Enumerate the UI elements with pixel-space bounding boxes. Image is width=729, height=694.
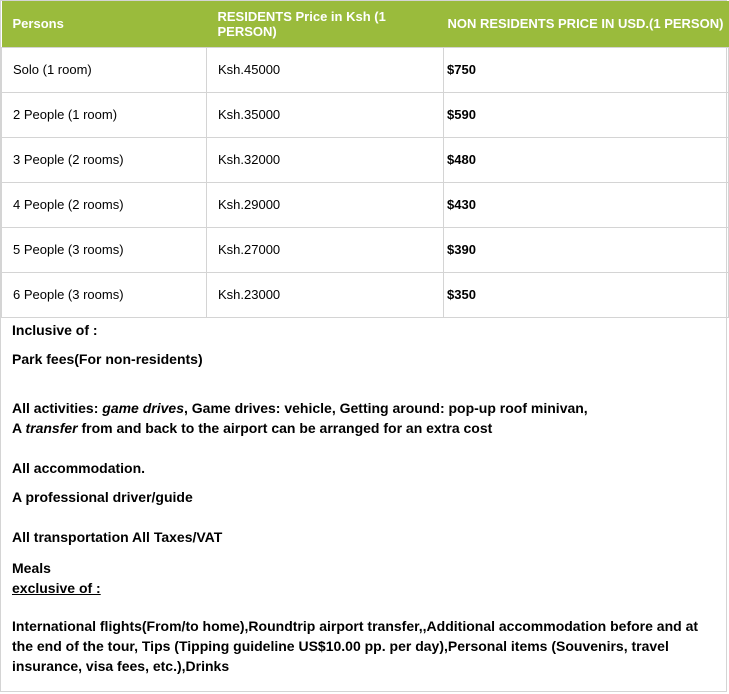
ksh-price-cell: Ksh.27000	[207, 227, 444, 272]
table-row	[2, 272, 729, 317]
transport-text: All transportation All Taxes/VAT	[12, 528, 223, 545]
ksh-price-cell: Ksh.35000	[207, 92, 444, 137]
transfer-prefix: A	[12, 419, 26, 436]
usd-price-cell: $480	[444, 137, 729, 182]
inclusive-heading: Inclusive of :	[12, 321, 98, 338]
accommodation-text: All accommodation.	[12, 459, 146, 476]
ksh-price-cell: Ksh.32000	[207, 137, 444, 182]
header-persons: Persons	[2, 1, 207, 47]
pricing-table	[1, 1, 729, 318]
activities-prefix: All activities:	[12, 399, 103, 416]
table-header-row	[2, 1, 729, 47]
ksh-price-cell: Ksh.29000	[207, 182, 444, 227]
persons-cell: 4 People (2 rooms)	[2, 182, 207, 227]
table-row	[2, 182, 729, 227]
usd-price-cell: $350	[444, 272, 729, 317]
transfer-emphasis: transfer	[25, 419, 78, 436]
table-row	[2, 47, 729, 92]
header-residents-price: RESIDENTS Price in Ksh (1 PERSON)	[207, 1, 444, 47]
usd-price-cell: $430	[444, 182, 729, 227]
driver-text: A professional driver/guide	[12, 488, 193, 505]
table-row	[2, 92, 729, 137]
activities-rest: , Game drives: vehicle, Getting around: pop-up roof minivan,	[183, 399, 588, 416]
header-non-residents-price: NON RESIDENTS PRICE IN USD.(1 PERSON)	[444, 1, 729, 47]
ksh-price-cell: Ksh.45000	[207, 47, 444, 92]
table-row	[2, 227, 729, 272]
package-notes	[1, 318, 726, 676]
activities-text	[12, 398, 726, 418]
transfer-rest: from and back to the airport can be arranged for an extra cost	[77, 419, 493, 436]
park-fees-text: Park fees(For non-residents)	[12, 350, 203, 367]
exclusions-text: International flights(From/to home),Roundtrip airport transfer,,Additional accommodation before and at the end of the tour, Tips (Tipping guideline US$10.00 pp. per day),Personal items (Souvenirs, travel insurance, visa fees, etc.),Drinks	[12, 617, 699, 674]
usd-price-cell: $390	[444, 227, 729, 272]
transfer-text	[12, 418, 726, 438]
meals-text: Meals	[12, 559, 51, 576]
exclusive-heading: exclusive of :	[12, 579, 101, 596]
persons-cell: 5 People (3 rooms)	[2, 227, 207, 272]
persons-cell: 2 People (1 room)	[2, 92, 207, 137]
ksh-price-cell: Ksh.23000	[207, 272, 444, 317]
usd-price-cell: $590	[444, 92, 729, 137]
persons-cell: Solo (1 room)	[2, 47, 207, 92]
persons-cell: 6 People (3 rooms)	[2, 272, 207, 317]
table-row	[2, 137, 729, 182]
usd-price-cell: $750	[444, 47, 729, 92]
activities-emphasis: game drives	[102, 399, 184, 416]
persons-cell: 3 People (2 rooms)	[2, 137, 207, 182]
